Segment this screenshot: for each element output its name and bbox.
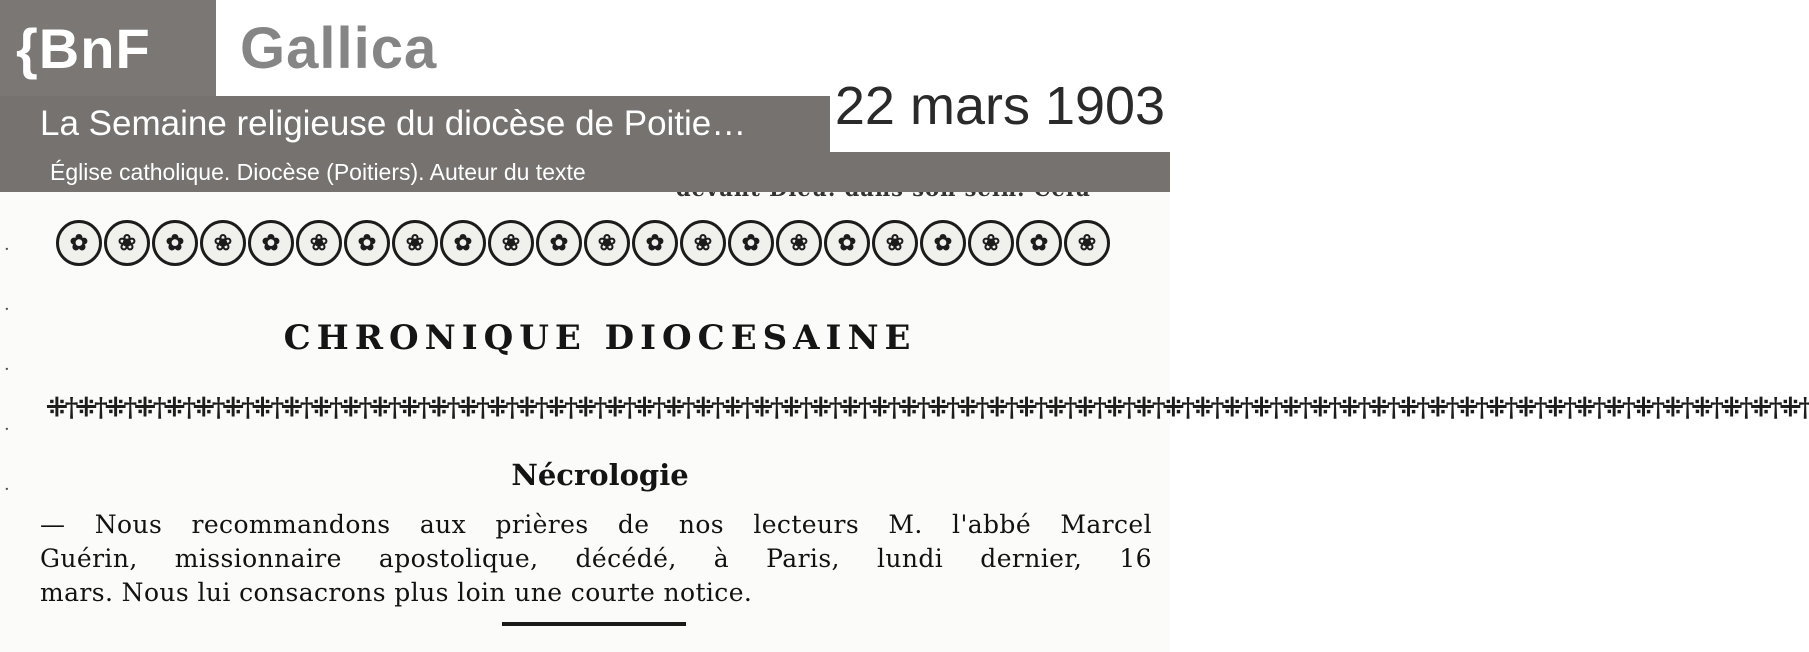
rosette-ornament-icon bbox=[56, 218, 1128, 268]
body-line: Guérin, missionnaire apostolique, décédé, à Paris, lundi dernier, 16 bbox=[40, 544, 1152, 573]
rosette-icon: ❀ bbox=[968, 220, 1014, 266]
document-title-text: La Semaine religieuse du diocèse de Poitie… bbox=[40, 104, 747, 143]
section-title: CHRONIQUE DIOCESAINE bbox=[283, 318, 917, 358]
closing-rule bbox=[502, 622, 686, 626]
rosette-icon: ✿ bbox=[728, 220, 774, 266]
rosette-icon: ✿ bbox=[1016, 220, 1062, 266]
bnf-logo[interactable]: {BnF bbox=[0, 0, 216, 96]
gallica-brand[interactable]: Gallica bbox=[216, 0, 1170, 96]
rosette-icon: ✿ bbox=[536, 220, 582, 266]
rosette-icon: ❀ bbox=[200, 220, 246, 266]
document-title[interactable] bbox=[0, 96, 830, 152]
rosette-icon: ✿ bbox=[440, 220, 486, 266]
rosette-icon: ✿ bbox=[632, 220, 678, 266]
body-line: mars. Nous lui consacrons plus loin une courte notice. bbox=[40, 578, 753, 607]
rosette-icon: ✿ bbox=[248, 220, 294, 266]
body-line: — Nous recommandons aux prières de nos lecteurs M. l'abbé Marcel bbox=[40, 510, 1152, 539]
rosette-icon: ✿ bbox=[152, 220, 198, 266]
rosette-icon: ❀ bbox=[392, 220, 438, 266]
rosette-icon: ❀ bbox=[680, 220, 726, 266]
scan-edge-specks: · · · · · bbox=[4, 239, 10, 500]
rosette-icon: ✿ bbox=[920, 220, 966, 266]
cross-ornament-strip: ⁜†⁜†⁜†⁜†⁜†⁜†⁜†⁜†⁜†⁜†⁜†⁜†⁜†⁜†⁜†⁜†⁜†⁜†⁜†⁜†⁜†⁜†⁜†⁜†⁜†⁜†⁜†⁜†⁜†⁜†⁜†⁜†⁜†⁜†⁜†⁜†⁜†⁜†⁜†⁜†⁜†⁜†⁜†⁜†⁜†⁜†⁜†⁜†⁜†⁜†⁜†⁜†⁜†⁜†⁜†⁜†⁜†⁜†⁜†⁜† bbox=[46, 393, 1809, 423]
rosette-icon: ✿ bbox=[344, 220, 390, 266]
issue-date: 22 mars 1903 bbox=[830, 60, 1170, 152]
document-author-text: Église catholique. Diocèse (Poitiers). Auteur du texte bbox=[50, 158, 586, 185]
rosette-icon: ❀ bbox=[296, 220, 342, 266]
cross-ornament-icon bbox=[46, 390, 1809, 426]
rosette-icon: ❀ bbox=[872, 220, 918, 266]
article-heading: Nécrologie bbox=[511, 458, 689, 492]
rosette-icon: ✿ bbox=[824, 220, 870, 266]
rosette-icon: ❀ bbox=[776, 220, 822, 266]
rosette-icon: ❀ bbox=[104, 220, 150, 266]
rosette-icon: ✿ bbox=[56, 220, 102, 266]
article-body bbox=[40, 508, 1152, 610]
document-author[interactable] bbox=[0, 152, 1170, 192]
rosette-icon: ❀ bbox=[488, 220, 534, 266]
rosette-icon: ❀ bbox=[1064, 220, 1110, 266]
rosette-icon: ❀ bbox=[584, 220, 630, 266]
